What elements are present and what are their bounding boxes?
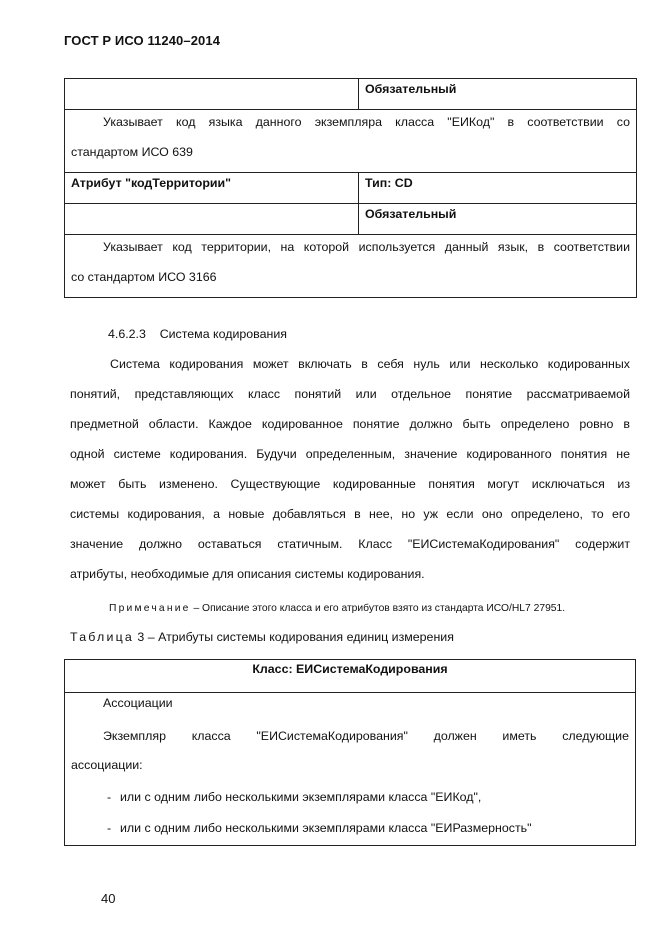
associations-title: Ассоциации [103, 696, 173, 710]
section-title: Система кодирования [159, 327, 287, 341]
table-caption-text: 3 – Атрибуты системы кодирования единиц измерения [133, 630, 454, 644]
body-paragraph [70, 356, 630, 596]
note [109, 603, 565, 614]
table-cell-empty [65, 204, 359, 235]
table-row [65, 660, 636, 693]
paragraph-line: предметной области. Каждое кодированное понятие должно быть определено ровно в [70, 417, 630, 431]
table-row [65, 235, 637, 298]
list-item-text: или с одним либо несколькими экземплярами класса "ЕИКод", [120, 790, 482, 804]
description-line: со стандартом ИСО 3166 [71, 270, 217, 284]
table-row [65, 79, 637, 110]
table-row [65, 204, 637, 235]
paragraph-line: может быть изменено. Существующие кодированные понятия могут исключаться из [70, 477, 630, 491]
description-line: Указывает код территории, на которой используется данный язык, в соответствии [103, 240, 630, 254]
table-row [65, 110, 637, 173]
paragraph-line: понятий, представляющих класс понятий или отдельное понятие рассматриваемой [70, 387, 630, 401]
class-header: Класс: ЕИСистемаКодирования [65, 660, 636, 693]
required-label: Обязательный [359, 79, 637, 110]
list-item [71, 789, 629, 805]
table-cell-empty [65, 79, 359, 110]
list-item [71, 820, 629, 836]
required-label: Обязательный [359, 204, 637, 235]
page-number: 40 [101, 891, 116, 906]
note-label: Примечание [109, 603, 191, 614]
associations-line: ассоциации: [71, 758, 143, 772]
attributes-table-continued [64, 78, 637, 298]
table-row [65, 693, 636, 846]
document-header: ГОСТ Р ИСО 11240–2014 [64, 33, 221, 48]
list-bullet: - [107, 790, 112, 804]
paragraph-line: Система кодирования может включать в себя нуль или несколько кодированных [110, 357, 630, 371]
paragraph-line: значение должно оставаться статичным. Класс "ЕИСистемаКодирования" содержит [70, 537, 630, 551]
paragraph-line: системы кодирования, а новые добавляться в нее, но уж если оно определено, то его [70, 507, 630, 521]
associations-cell [65, 693, 636, 846]
list-bullet: - [107, 821, 112, 835]
list-item-text: или с одним либо несколькими экземплярами класса "ЕИРазмерность" [120, 821, 532, 835]
associations-line: Экземпляр класса "ЕИСистемаКодирования" должен иметь следующие [103, 729, 629, 743]
paragraph-line: одной системе кодирования. Будучи определенным, значение кодированного понятия не [70, 447, 630, 461]
description-cell [65, 110, 637, 173]
coding-system-table [64, 659, 636, 846]
paragraph-line: атрибуты, необходимые для описания системы кодирования. [70, 567, 425, 581]
table-row [65, 173, 637, 204]
description-line: Указывает код языка данного экземпляра класса "ЕИКод" в соответствии со [103, 115, 630, 129]
table-caption-label: Таблица [70, 630, 134, 644]
section-number: 4.6.2.3 [108, 327, 146, 341]
description-line: стандартом ИСО 639 [71, 145, 193, 159]
section-heading [108, 327, 287, 341]
table-caption [70, 630, 454, 644]
description-cell [65, 235, 637, 298]
note-text: – Описание этого класса и его атрибутов взято из стандарта ИСО/HL7 27951. [190, 603, 566, 614]
attribute-type: Тип: CD [359, 173, 637, 204]
attribute-name: Атрибут "кодТерритории" [65, 173, 359, 204]
